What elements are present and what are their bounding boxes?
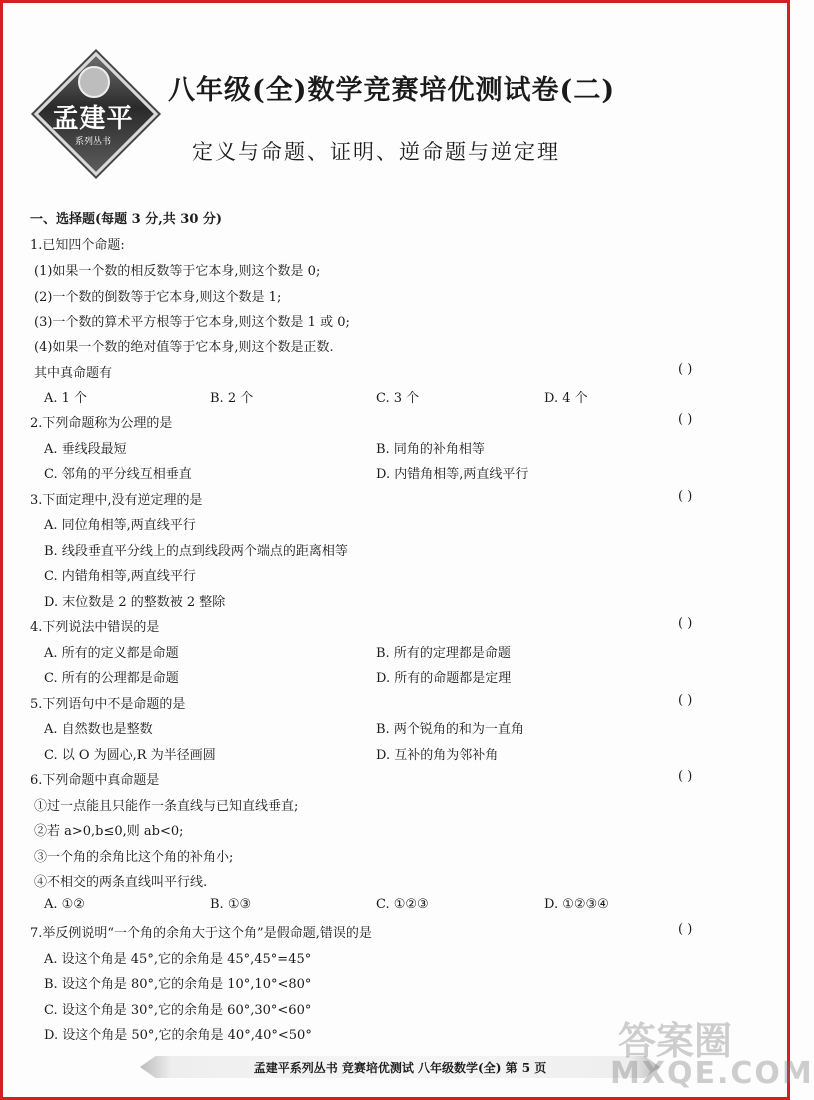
logo-subtitle: 系列丛书 [74,137,111,147]
option-c[interactable]: C. 以 O 为圆心,R 为半径画圆 [44,748,216,763]
section-heading: 一、选择题(每题 3 分,共 30 分) [30,212,223,227]
question-5-stem: 5.下列语句中不是命题的是 [30,697,186,712]
answer-paren[interactable]: ( ) [678,616,693,631]
question-6-statement: ②若 a>0,b≤0,则 ab<0; [34,824,184,839]
watermark-logo [600,1010,814,1096]
option-d[interactable]: D. 末位数是 2 的整数被 2 整除 [44,595,226,610]
option-d[interactable]: D. 4 个 [544,391,588,406]
question-1-prompt: 其中真命题有 [34,366,113,381]
option-a[interactable]: A. 垂线段最短 [44,442,127,457]
question-1-statement: (2)一个数的倒数等于它本身,则这个数是 1; [34,290,282,305]
option-b[interactable]: B. 设这个角是 80°,它的余角是 10°,10°<80° [44,977,312,992]
question-7-stem: 7.举反例说明“一个角的余角大于这个角”是假命题,错误的是 [30,926,372,941]
question-4-stem: 4.下列说法中错误的是 [30,620,160,635]
option-a[interactable]: A. 1 个 [44,391,88,406]
question-1-statement: (4)如果一个数的绝对值等于它本身,则这个数是正数. [34,340,334,355]
option-a[interactable]: A. ①② [44,897,85,912]
option-c[interactable]: C. 3 个 [376,391,420,406]
watermark-en: MXQE.COM [610,1056,814,1091]
option-d[interactable]: D. 所有的命题都是定理 [376,671,512,686]
watermark-cn: 答案圈 [618,1019,733,1063]
logo-name: 孟建平 [52,104,134,134]
series-logo [34,52,152,170]
option-c[interactable]: C. 所有的公理都是命题 [44,671,179,686]
option-c[interactable]: C. 邻角的平分线互相垂直 [44,467,192,482]
option-a[interactable]: A. 设这个角是 45°,它的余角是 45°,45°=45° [44,952,312,967]
page-title: 八年级(全)数学竞赛培优测试卷(二) [168,75,616,106]
question-6-statement: ④不相交的两条直线叫平行线. [34,875,208,890]
option-a[interactable]: A. 所有的定义都是命题 [44,646,179,661]
answer-paren[interactable]: ( ) [678,412,693,427]
question-6-statement: ①过一点能且只能作一条直线与已知直线垂直; [34,799,299,814]
logo-sun-icon [78,66,110,98]
question-6-stem: 6.下列命题中真命题是 [30,773,160,788]
option-c[interactable]: C. 设这个角是 30°,它的余角是 60°,30°<60° [44,1003,312,1018]
option-d[interactable]: D. 互补的角为邻补角 [376,748,499,763]
option-b[interactable]: B. 线段垂直平分线上的点到线段两个端点的距离相等 [44,544,348,559]
option-b[interactable]: B. ①③ [210,897,252,912]
option-d[interactable]: D. 内错角相等,两直线平行 [376,467,529,482]
page-footer [140,1052,660,1082]
footer-text: 孟建平系列丛书 竞赛培优测试 八年级数学(全) 第 5 页 [253,1061,547,1075]
answer-paren[interactable]: ( ) [678,362,693,377]
option-a[interactable]: A. 自然数也是整数 [44,722,153,737]
option-d[interactable]: D. ①②③④ [544,897,609,912]
option-b[interactable]: B. 所有的定理都是命题 [376,646,511,661]
option-a[interactable]: A. 同位角相等,两直线平行 [44,518,196,533]
question-1-stem: 1.已知四个命题: [30,238,125,253]
question-3-stem: 3.下面定理中,没有逆定理的是 [30,493,203,508]
option-b[interactable]: B. 两个锐角的和为一直角 [376,722,524,737]
answer-paren[interactable]: ( ) [678,769,693,784]
question-6-statement: ③一个角的余角比这个角的补角小; [34,850,234,865]
option-c[interactable]: C. ①②③ [376,897,429,912]
option-b[interactable]: B. 2 个 [210,391,254,406]
question-2-stem: 2.下列命题称为公理的是 [30,416,173,431]
answer-paren[interactable]: ( ) [678,922,693,937]
page-subtitle: 定义与命题、证明、逆命题与逆定理 [192,140,560,164]
option-c[interactable]: C. 内错角相等,两直线平行 [44,569,196,584]
answer-paren[interactable]: ( ) [678,693,693,708]
answer-paren[interactable]: ( ) [678,489,693,504]
option-d[interactable]: D. 设这个角是 50°,它的余角是 40°,40°<50° [44,1028,312,1043]
option-b[interactable]: B. 同角的补角相等 [376,442,485,457]
question-1-statement: (1)如果一个数的相反数等于它本身,则这个数是 0; [34,264,321,279]
question-1-statement: (3)一个数的算术平方根等于它本身,则这个数是 1 或 0; [34,315,350,330]
